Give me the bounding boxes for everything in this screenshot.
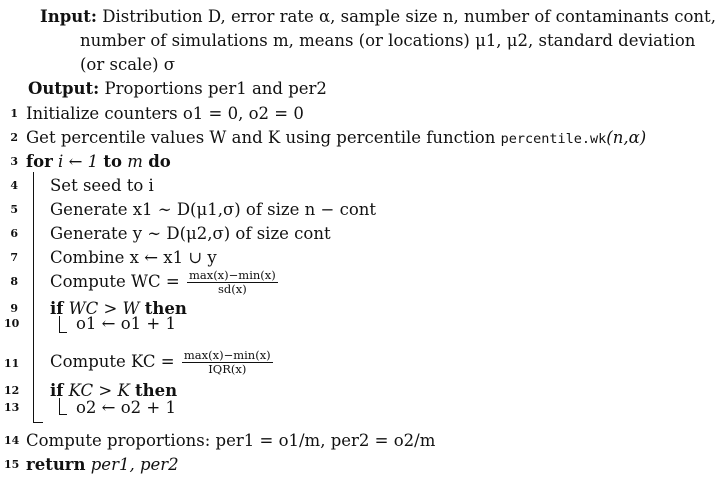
line-number: 4	[10, 179, 18, 192]
wc-numerator: max(x)−min(x)	[188, 268, 276, 282]
step-1: Initialize counters o1 = 0, o2 = 0	[26, 104, 304, 123]
for-loop-bracket-end	[33, 422, 43, 423]
for-loop-bracket	[33, 172, 34, 422]
line-number: 2	[10, 131, 18, 144]
then-keyword: then	[144, 299, 187, 318]
do-keyword: do	[148, 152, 171, 171]
if-bracket	[59, 316, 60, 332]
line-number: 3	[10, 155, 18, 168]
input-label: Input:	[40, 7, 97, 26]
input-line-2: number of simulations m, means (or locations) μ1, μ2, standard deviation	[80, 31, 696, 50]
loop-var: i ← 1	[58, 152, 99, 171]
line-number: 7	[10, 251, 18, 264]
line-number: 13	[4, 401, 20, 414]
line-number: 6	[10, 227, 18, 240]
for-keyword: for	[26, 152, 53, 171]
percentile-function-args: (n,α)	[606, 128, 647, 147]
line-number: 15	[4, 458, 20, 471]
output-line	[28, 78, 327, 100]
line-number: 11	[4, 357, 20, 370]
if-bracket-end	[59, 332, 67, 333]
kc-denominator: IQR(x)	[208, 362, 247, 376]
loop-end: m	[127, 152, 143, 171]
output-label: Output:	[28, 79, 100, 98]
step-7: Combine x ← x1 ∪ y	[50, 248, 217, 267]
step-10: o1 ← o1 + 1	[76, 314, 176, 333]
wc-fraction	[187, 269, 278, 296]
for-loop-header	[26, 151, 171, 173]
if-keyword: if	[50, 299, 64, 318]
output-text: Proportions per1 and per2	[104, 79, 327, 98]
step-8	[50, 264, 280, 300]
step-4: Set seed to i	[50, 176, 154, 195]
step-5: Generate x1 ∼ D(μ1,σ) of size n − cont	[50, 200, 377, 219]
percentile-function-code: percentile.wk	[500, 131, 607, 147]
if-bracket-end	[59, 414, 67, 415]
kc-numerator: max(x)−min(x)	[183, 348, 271, 362]
return-values: per1, per2	[90, 455, 179, 474]
line-number: 1	[10, 107, 18, 120]
if-condition: WC > W	[68, 299, 140, 318]
input-text-1: Distribution D, error rate α, sample size n, number of contaminants cont,	[102, 7, 716, 26]
step-11-text: Compute KC =	[50, 352, 175, 371]
step-8-text: Compute WC =	[50, 272, 180, 291]
line-number: 14	[4, 434, 20, 447]
step-11	[50, 344, 275, 380]
if-keyword: if	[50, 381, 64, 400]
kc-fraction	[182, 349, 273, 376]
step-2	[26, 127, 646, 150]
step-2-text: Get percentile values W and K using percentile function	[26, 128, 496, 147]
if-bracket	[59, 398, 60, 414]
line-number: 8	[10, 275, 18, 288]
step-15	[26, 454, 179, 476]
input-line-1	[40, 6, 716, 28]
step-6: Generate y ∼ D(μ2,σ) of size cont	[50, 224, 331, 243]
step-13: o2 ← o2 + 1	[76, 398, 176, 417]
to-keyword: to	[103, 152, 123, 171]
wc-denominator: sd(x)	[217, 282, 247, 296]
return-keyword: return	[26, 455, 86, 474]
line-number: 12	[4, 384, 20, 397]
line-number: 5	[10, 203, 18, 216]
line-number: 9	[10, 302, 18, 315]
input-line-3: (or scale) σ	[80, 55, 176, 74]
line-number: 10	[4, 317, 20, 330]
step-14: Compute proportions: per1 = o1/m, per2 = o2/m	[26, 431, 436, 450]
if-condition: KC > K	[68, 381, 130, 400]
then-keyword: then	[135, 381, 178, 400]
